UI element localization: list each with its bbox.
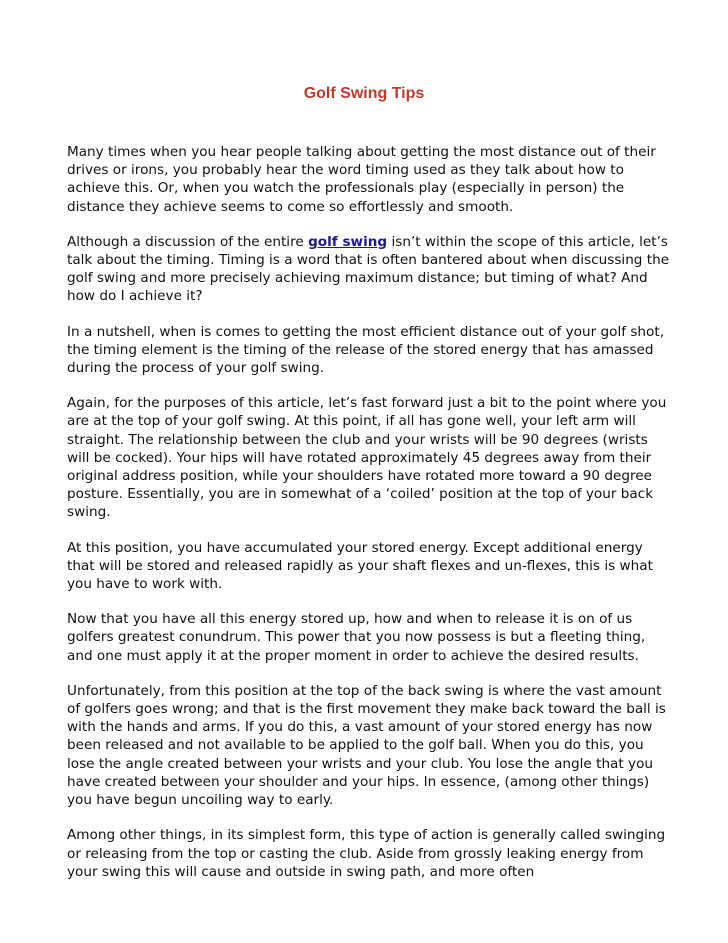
paragraph-3: In a nutshell, when is comes to getting the most efficient distance out of your golf shot, the timing element is the timing of the release of the stored energy that has amassed during the process of your golf swing. (67, 323, 665, 377)
document-title: Golf Swing Tips (303, 85, 425, 102)
paragraph-7: Unfortunately, from this position at the top of the back swing is where the vast amount of golfers goes wrong; and that is the first movement they make back toward the ball is with the hands and arms. If you do this, a vast amount of your stored energy has now been released and not available to be applied to the golf ball. When you do this, you lose the angle created between your wrists and your club. You lose the angle that you have created between your shoulder and your hips. In essence, (among other things) you have begun uncoiling way to early. (67, 682, 666, 809)
paragraph-8: Among other things, in its simplest form, this type of action is generally called swinging or releasing from the top or casting the club. Aside from grossly leaking energy from your swing this will cause and outside in swing path, and more often (67, 827, 666, 880)
paragraph-4: Again, for the purposes of this article, let’s fast forward just a bit to the point where you are at the top of your golf swing. At this point, if all has gone well, your left arm will straight. The relationship between the club and your wrists will be 90 degrees (wrists will be cocked). Your hips will have rotated approximately 45 degrees away from their original address position, while your shoulders have rotated more toward a 90 degree posture. Essentially, you are in somewhat of a ‘coiled’ position at the top of your back swing. (67, 395, 667, 521)
paragraph-5: At this position, you have accumulated your stored energy. Except additional energy that will be stored and released rapidly as your shaft flexes and un-flexes, this is what you have to work with. (67, 539, 653, 593)
paragraph-2 (67, 233, 671, 306)
article-body (67, 143, 671, 898)
paragraph-2-before: Although a discussion of the entire (67, 233, 309, 250)
paragraph-1: Many times when you hear people talking about getting the most distance out of their drives or irons, you probably hear the word timing used as they talk about how to achieve this. Or, when you watch the professionals play (especially in person) the distance they achieve seems to come so effortlessly and smooth. (67, 144, 656, 215)
paragraph-6: Now that you have all this energy stored up, how and when to release it is on of us golfers greatest conundrum. This power that you now possess is but a fleeting thing, and one must apply it at the proper moment in order to achieve the desired results. (67, 611, 646, 664)
paragraph-2-after: isn’t within the scope of this article, let’s talk about the timing. Timing is a word that is often bantered about when discussing the golf swing and more precisely achieving maximum distance; but timing of what? And how do I achieve it? (67, 233, 670, 305)
golf-swing-link[interactable]: golf swing (308, 233, 388, 250)
